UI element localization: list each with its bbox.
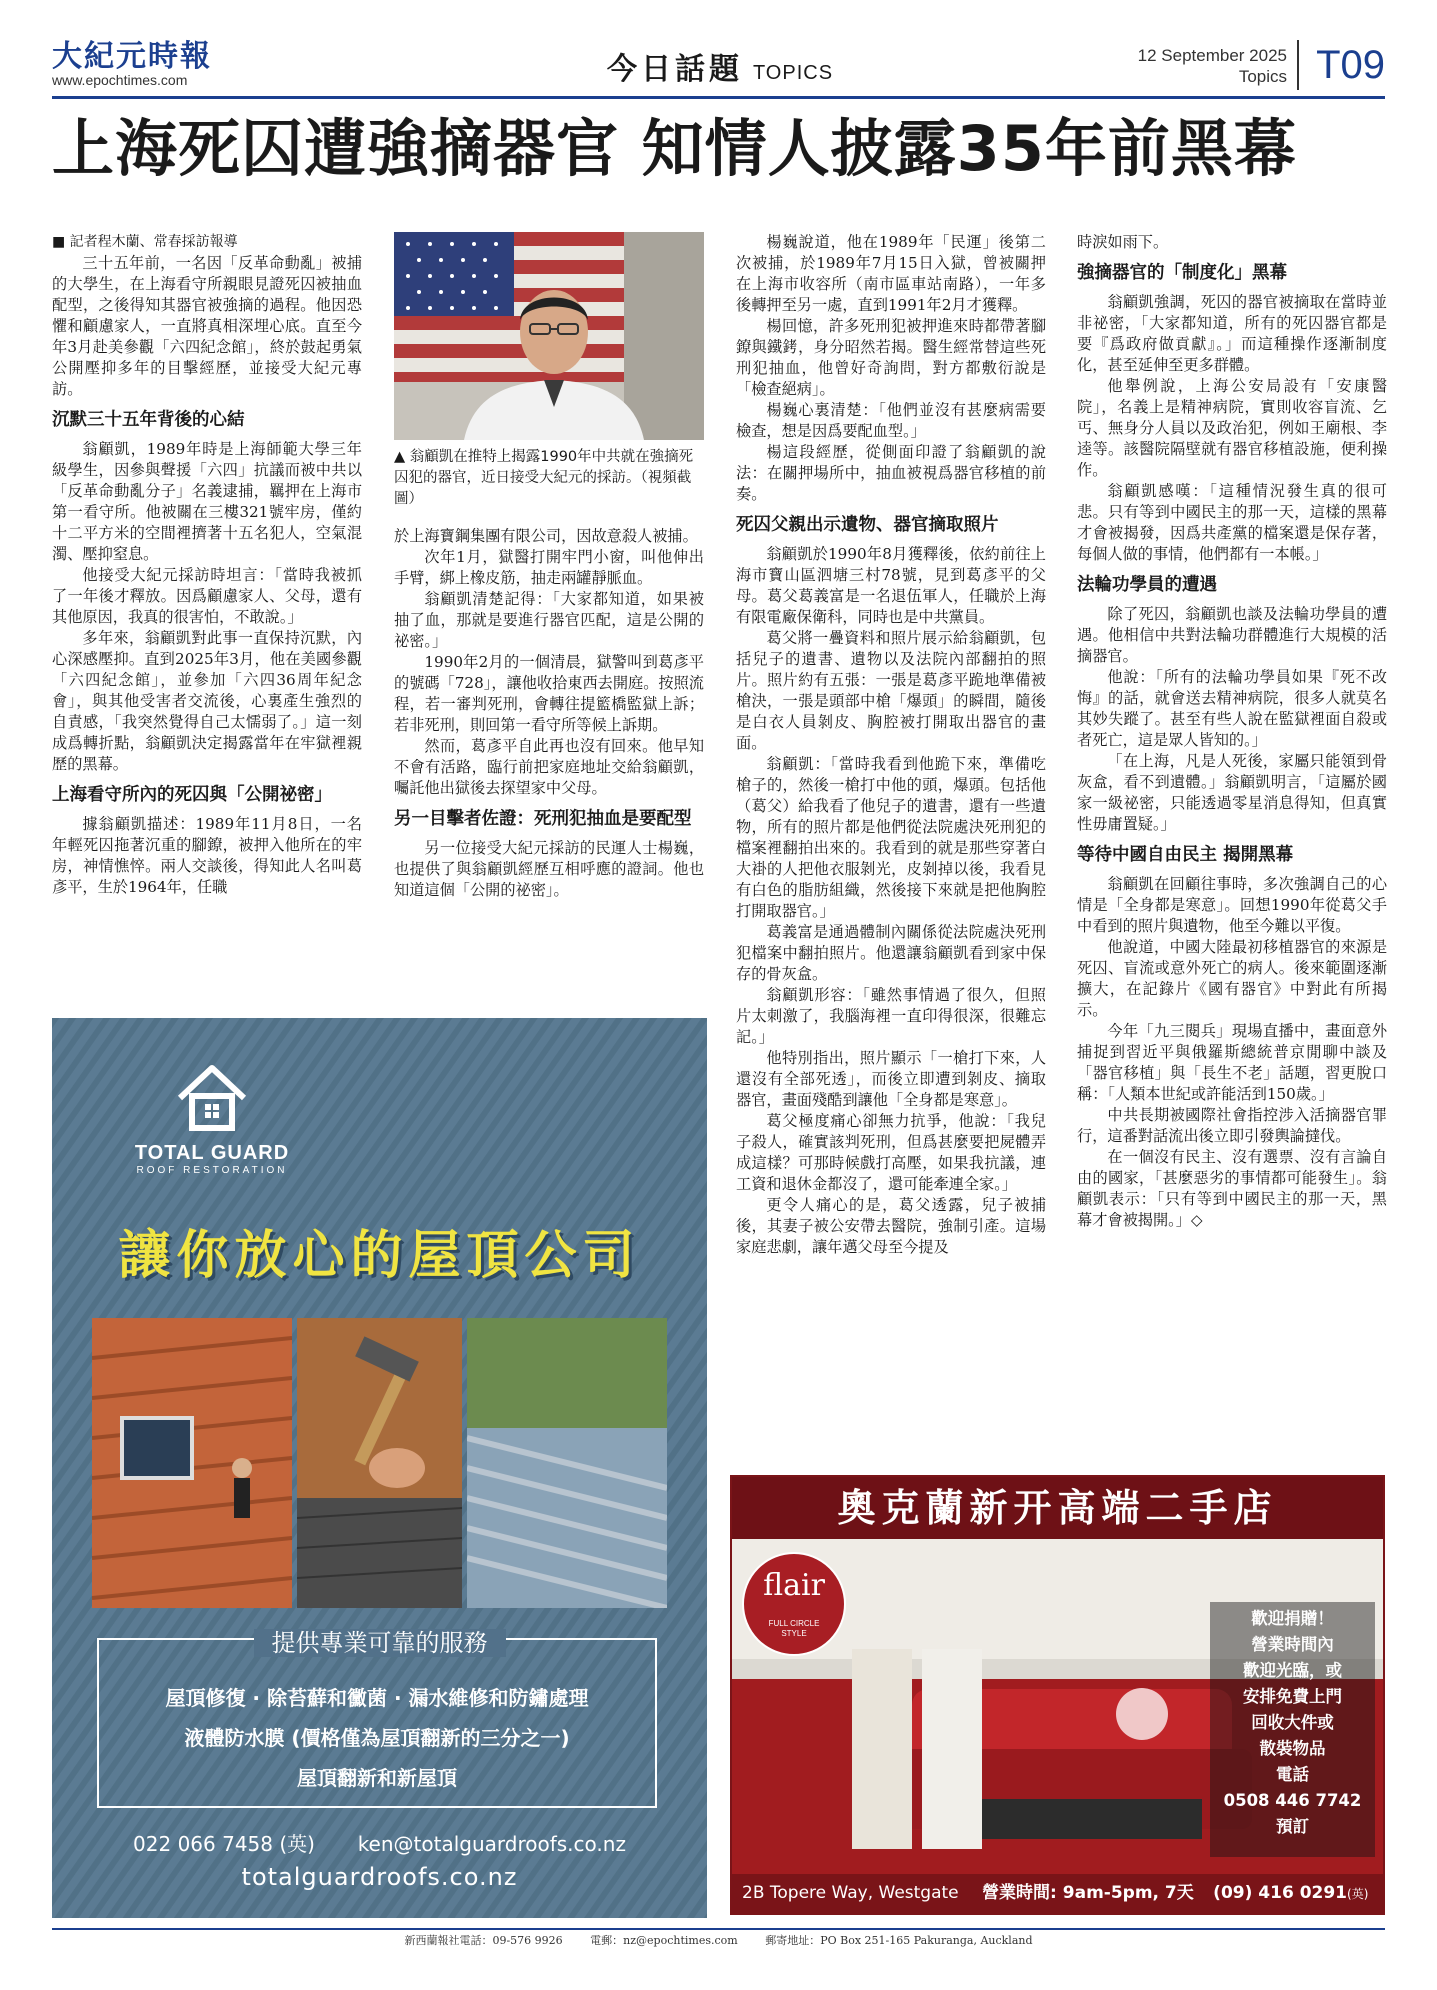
paragraph: 次年1月，獄醫打開牢門小窗，叫他伸出手臂，綁上橡皮筋，抽走兩罐靜脈血。	[394, 548, 704, 587]
article-photo	[394, 232, 704, 440]
notice-line: 歡迎光臨，或	[1243, 1661, 1342, 1680]
roof-photo-corrugated	[467, 1318, 667, 1608]
ad2-title: 奧克蘭新开高端二手店	[837, 1486, 1278, 1530]
footer-post: 郵寄地址：PO Box 251-165 Pakuranga, Auckland	[765, 1934, 1033, 1947]
page-footer	[52, 1932, 1385, 1948]
paragraph: 他舉例說，上海公安局設有「安康醫院」，名義上是精神病院，實則收容盲流、乞丐、無身分人員以及政治犯，例如王廟根、李逵等。該醫院隔壁就有器官移植設施，便利操作。	[1077, 377, 1387, 479]
donation-notice	[1210, 1602, 1375, 1857]
paragraph: 中共長期被國際社會指控涉入活摘器官罪行，這番對話流出後立即引發輿論撻伐。	[1077, 1106, 1387, 1145]
roof-photo-hammer	[297, 1318, 462, 1608]
masthead-rule	[52, 96, 1385, 99]
service-line: 液體防水膜 (價格僅為屋頂翻新的三分之一)	[184, 1726, 570, 1750]
paragraph: 楊巍說道，他在1989年「民運」後第二次被捕，於1989年7月15日入獄，曾被關押在上海市收容所（南市區車站南路），一年多後轉押至另一處，直到1991年2月才獲釋。	[736, 233, 1046, 314]
footer-tel: 新西蘭報社電話：09-576 9926	[404, 1934, 563, 1947]
section-zh: 今日話題	[606, 52, 743, 87]
brand-name: TOTAL GUARD	[134, 1142, 290, 1164]
headline: 上海死囚遭強摘器官 知情人披露35年前黑幕	[52, 112, 1297, 185]
ad1-phone[interactable]: 022 066 7458 (英)	[133, 1832, 315, 1856]
notice-line: 營業時間內	[1251, 1635, 1334, 1654]
paragraph: 翁顧凱：「當時我看到他跪下來，準備吃槍子的，然後一槍打中他的頭，爆頭。包括他（葛父）給我看了他兒子的遺書，還有一些遺物，所有的照片都是他們從法院處決死刑犯的檔案裡翻拍出來的。我看到的就是那些穿著白大褂的人把他衣服剝光，皮剝掉以後，我看見有白色的脂肪組織，然後接下來就是把他胸腔打開取器官。」	[736, 755, 1046, 920]
brand-sub: ROOF RESTORATION	[136, 1165, 288, 1176]
paragraph: 「在上海，凡是人死後，家屬只能領到骨灰盒，看不到遺體。」翁顧凱明言，「這屬於國家一級祕密，只能透過零星消息得知，但真實性毋庸置疑。」	[1077, 752, 1387, 833]
paragraph: 翁顧凱在回顧往事時，多次強調自己的心情是「全身都是寒意」。回想1990年從葛父手中看到的照片與遺物，他至今難以平復。	[1077, 875, 1387, 935]
flair-logo-text: flair	[763, 1568, 825, 1603]
logo-url: www.epochtimes.com	[52, 72, 188, 88]
paragraph: 三十五年前，一名因「反革命動亂」被捕的大學生，在上海看守所親眼見證死囚被抽血配型，之後得知其器官被強摘的過程。他因恐懼和顧慮家人，一直將真相深埋心底。直至今年3月赴美參觀「六四紀念館」，終於鼓起勇氣公開壓抑多年的目擊經歷，並接受大紀元專訪。	[52, 254, 362, 398]
notice-line: 安排免費上門	[1243, 1687, 1342, 1706]
logo-name: 大紀元時報	[52, 39, 212, 74]
footer-rule	[52, 1928, 1385, 1930]
service-line: 屋頂翻新和新屋頂	[297, 1766, 457, 1790]
store-address[interactable]: 2B Topere Way, Westgate	[742, 1883, 959, 1903]
masthead-logo[interactable]	[52, 39, 212, 88]
roof-photo-tiles	[92, 1318, 292, 1608]
store-hours: 營業時間: 9am-5pm, 7天	[982, 1883, 1194, 1903]
paragraph: 1990年2月的一個清晨，獄警叫到葛彥平的號碼「728」，讓他收拾東西去開庭。按照流程，若一審判死刑，會轉往提籃橋監獄上訴；若非死刑，則回第一看守所等候上訴期。	[394, 653, 704, 734]
paragraph: 葛義富是通過體制內關係從法院處決死刑犯檔案中翻拍照片。他還讓翁顧凱看到家中保存的骨灰盒。	[736, 923, 1046, 983]
store-phone-note: (英)	[1347, 1887, 1369, 1901]
paragraph: 翁顧凱，1989年時是上海師範大學三年級學生，因參與聲援「六四」抗議而被中共以「反革命動亂分子」名義逮捕，羈押在上海市第一看守所。他被關在三樓321號牢房，僅約十二平方米的空間裡擠著十五名犯人，空氣混濁、壓抑窒息。	[52, 440, 362, 563]
notice-phone[interactable]: 0508 446 7742	[1223, 1791, 1362, 1810]
article-column-2	[394, 526, 704, 901]
services-title: 提供專業可靠的服務	[254, 1629, 506, 1657]
paragraph: 翁顧凱感嘆：「這種情況發生真的很可悲。只有等到中國民主的那一天，這樣的黑幕才會被揭發，因爲共產黨的檔案還是保存著，每個人做的事情，他們都有一本帳。」	[1077, 482, 1387, 563]
paragraph: 多年來，翁顧凱對此事一直保持沉默，內心深感壓抑。直到2025年3月，他在美國參觀「六四紀念館」，並參加「六四36周年紀念會」，與其他受害者交流後，心裏產生強烈的自責感，「我突然覺得自己太懦弱了。」這一刻成爲轉折點，翁顧凱決定揭露當年在牢獄裡親歷的黑幕。	[52, 629, 362, 773]
paragraph: 翁顧凱強調，死囚的器官被摘取在當時並非祕密，「大家都知道，所有的死囚器官都是要『爲政府做貢獻』。」而這種操作逐漸制度化，甚至延伸至更多群體。	[1077, 293, 1387, 374]
subheading: 另一目擊者佐證：死刑犯抽血是要配型	[394, 809, 692, 829]
issue-topic: Topics	[1238, 67, 1287, 86]
notice-line: 歡迎捐贈！	[1251, 1609, 1334, 1628]
paragraph: 翁顧凱於1990年8月獲釋後，依約前往上海市寶山區泗塘三村78號，見到葛彥平的父母。葛父葛義富是一名退伍軍人，任職於上海有限電廠保衛科，同時也是中共黨員。	[736, 545, 1046, 626]
flair-logo-sub: FULL CIRCLE STYLE	[768, 1619, 820, 1638]
services-list	[97, 1678, 657, 1798]
ad1-slogan: 讓你放心的屋頂公司	[118, 1226, 641, 1286]
paragraph: 翁顧凱形容：「雖然事情過了很久，但照片太刺激了，我腦海裡一直印得很深，很難忘記。」	[736, 986, 1046, 1046]
ad1-email[interactable]: ken@totalguardroofs.co.nz	[357, 1832, 626, 1856]
store-phone[interactable]: (09) 416 0291	[1213, 1883, 1348, 1903]
ad-total-guard[interactable]	[52, 1018, 707, 1918]
notice-line: 電話	[1276, 1765, 1309, 1784]
paragraph: 葛父將一疊資料和照片展示給翁顧凱，包括兒子的遺書、遺物以及法院內部翻拍的照片。照片約有五張：一張是葛彥平跪地準備被槍決，一張是頭部中槍「爆頭」的瞬間，隨後是白衣人員剝皮、胸腔被打開取出器官的畫面。	[736, 629, 1046, 752]
issue-date: 12 September 2025	[1137, 46, 1287, 65]
subheading: 上海看守所內的死囚與「公開祕密」	[52, 785, 332, 805]
paragraph: 時淚如雨下。	[1077, 233, 1169, 251]
house-icon	[172, 1058, 252, 1138]
brand-logo	[132, 1058, 292, 1176]
page-number: T09	[1297, 40, 1385, 90]
paragraph: 楊這段經歷，從側面印證了翁顧凱的說法：在關押場所中，抽血被視爲器官移植的前奏。	[736, 443, 1046, 503]
notice-line: 預訂	[1276, 1817, 1309, 1836]
photo-caption: ▲ 翁顧凱在推特上揭露1990年中共就在強摘死囚犯的器官，近日接受大紀元的採訪。（視頻截圖）	[394, 449, 694, 507]
paragraph: 楊巍心裏清楚：「他們並沒有甚麼病需要檢查，想是因爲要配血型。」	[736, 401, 1046, 440]
article-column-4	[1077, 232, 1387, 1231]
paragraph: 翁顧凱清楚記得：「大家都知道，如果被抽了血，那就是要進行器官匹配，這是公開的祕密。」	[394, 590, 704, 650]
interviewee-photo	[394, 232, 704, 440]
service-line: 屋頂修復 · 除苔蘚和黴菌 · 漏水維修和防鏽處理	[165, 1686, 589, 1710]
paragraph: 他說：「所有的法輪功學員如果『死不改悔』的話，就會送去精神病院，很多人就莫名其妙失蹤了。甚至有些人說在監獄裡面自殺或者死亡，這是眾人皆知的。」	[1077, 668, 1387, 749]
byline: ■ 記者程木蘭、常春採訪報導	[52, 234, 238, 250]
paragraph: 他特別指出，照片顯示「一槍打下來，人還沒有全部死透」，而後立即遭到剝皮、摘取器官，畫面殘酷到讓他「全身都是寒意」。	[736, 1049, 1046, 1109]
paragraph: 葛父極度痛心卻無力抗爭，他說：「我兒子殺人，確實該判死刑，但爲甚麼要把屍體弄成這樣？可那時候戲打高壓，如果我抗議，連工資和退休金都沒了，還可能牽連全家。」	[736, 1112, 1046, 1193]
paragraph: 於上海寶鋼集團有限公司，因故意殺人被捕。	[394, 527, 698, 545]
flair-logo	[742, 1552, 846, 1656]
paragraph: 另一位接受大紀元採訪的民運人士楊巍，也提供了與翁顧凱經歷互相呼應的證詞。他也知道這個「公開的祕密」。	[394, 839, 704, 899]
ad1-website[interactable]: totalguardroofs.co.nz	[241, 1863, 518, 1891]
paragraph: 除了死囚，翁顧凱也談及法輪功學員的遭遇。他相信中共對法輪功群體進行大規模的活摘器官。	[1077, 605, 1387, 665]
paragraph: 然而，葛彥平自此再也沒有回來。他早知不會有活路，臨行前把家庭地址交給翁顧凱，囑託他出獄後去探望家中父母。	[394, 737, 704, 797]
subheading: 等待中國自由民主 揭開黑幕	[1077, 845, 1294, 865]
subheading: 死囚父親出示遺物、器官摘取照片	[736, 515, 999, 535]
paragraph: 楊回憶，許多死刑犯被押進來時都帶著腳鐐與鐵銬，身分昭然若揭。醫生經常替這些死刑犯抽血，他曾好奇詢問，對方都敷衍說是「檢查絕病」。	[736, 317, 1046, 398]
subheading: 強摘器官的「制度化」黑幕	[1077, 263, 1287, 283]
paragraph: 他說道，中國大陸最初移植器官的來源是死囚、盲流或意外死亡的病人。後來範圍逐漸擴大，在記錄片《國有器官》中對此有所揭示。	[1077, 938, 1387, 1019]
paragraph: 據翁顧凱描述：1989年11月8日，一名年輕死囚拖著沉重的腳鐐，被押入他所在的牢房，神情憔悴。兩人交談後，得知此人名叫葛彥平，生於1964年，任職	[52, 815, 362, 896]
paragraph: 今年「九三閱兵」現場直播中，畫面意外捕捉到習近平與俄羅斯總統普京閒聊中談及「器官移植」與「長生不老」話題，習更脫口稱：「人類本世紀或許能活到150歲。」	[1077, 1022, 1387, 1103]
notice-line: 回收大件或	[1251, 1713, 1334, 1732]
section-en: TOPICS	[752, 62, 834, 84]
paragraph: 在一個沒有民主、沒有選票、沒有言論自由的國家，「甚麼惡劣的事情都可能發生」。翁顧凱表示：「只有等到中國民主的那一天，黑幕才會被揭開。」◇	[1077, 1148, 1387, 1229]
issue-date-block	[1138, 45, 1287, 87]
section-title	[560, 44, 880, 88]
paragraph: 他接受大紀元採訪時坦言：「當時我被抓了一年後才釋放。因爲顧慮家人、父母，還有其他原因，我真的很害怕，不敢說。」	[52, 566, 362, 626]
footer-email[interactable]: 電郵：nz@epochtimes.com	[590, 1934, 738, 1947]
ad-flair-store[interactable]	[730, 1475, 1385, 1915]
subheading: 沉默三十五年背後的心結	[52, 410, 245, 430]
article-column-3	[736, 232, 1046, 1258]
ad2-footer	[732, 1874, 1383, 1913]
paragraph: 更令人痛心的是，葛父透露，兒子被捕後，其妻子被公安帶去醫院，強制引產。這場家庭悲劇，讓年邁父母至今提及	[736, 1196, 1046, 1256]
article-column-1	[52, 232, 362, 898]
subheading: 法輪功學員的遭遇	[1077, 575, 1217, 595]
notice-line: 散裝物品	[1259, 1739, 1326, 1758]
